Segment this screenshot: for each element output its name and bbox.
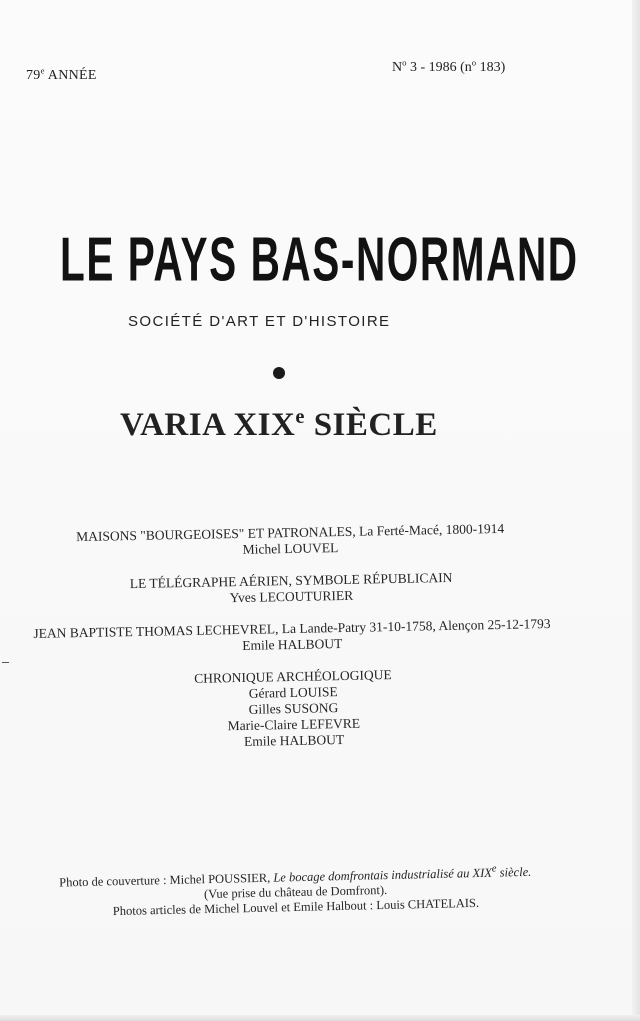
article-author: Gilles SUSONG — [248, 700, 339, 717]
article-author: Gérard LOUISE — [248, 684, 338, 701]
article-author: Yves LECOUTURIER — [229, 587, 354, 606]
cover-photo-credit: Photo de couverture : Michel POUSSIER, Le bocage domfrontais industrialisé au XIXe siècle. — [59, 863, 532, 890]
issue-number: $N^o$ 3 - 1986 ($n^o$ 183) — [392, 57, 506, 75]
society-subtitle: SOCIÉTÉ D'ART ET D'HISTOIRE — [128, 313, 391, 330]
masthead-title: LE PAYS BAS-NORMAND — [60, 225, 579, 295]
article-title: CHRONIQUE ARCHÉOLOGIQUE — [193, 667, 392, 686]
margin-mark — [2, 662, 9, 663]
page-edge-bottom — [0, 1015, 640, 1021]
contents-entry — [23, 664, 564, 754]
table-of-contents — [20, 520, 565, 770]
article-photo-credit: Photos articles de Michel Louvel et Emile Halbout : Louis CHATELAIS. — [112, 895, 480, 919]
article-title: LE TÉLÉGRAPHE AÉRIEN, SYMBOLE RÉPUBLICAIN — [129, 569, 453, 592]
contents-entry — [22, 616, 563, 658]
article-title: JEAN BAPTISTE THOMAS LECHEVREL, La Lande-Patry 31-10-1758, Alençon 25-12-1793 — [33, 616, 551, 641]
masthead — [60, 224, 579, 295]
year-label: 79e ANNÉE — [26, 65, 97, 83]
contents-entry — [21, 568, 562, 610]
article-author: Michel LOUVEL — [242, 540, 339, 557]
page-edge-right — [632, 0, 640, 1021]
article-title: MAISONS "BOURGEOISES" ET PATRONALES, La Ferté-Macé, 1800-1914 — [76, 520, 505, 545]
issue-title: VARIA XIXe SIÈCLE — [120, 406, 438, 443]
cover-photo-note: (Vue prise du château de Domfront). — [203, 883, 388, 902]
bullet-dot — [273, 367, 285, 379]
article-author: Emile HALBOUT — [242, 636, 343, 653]
article-author: Emile HALBOUT — [243, 732, 345, 749]
article-author: Marie-Claire LEFEVRE — [227, 715, 361, 734]
